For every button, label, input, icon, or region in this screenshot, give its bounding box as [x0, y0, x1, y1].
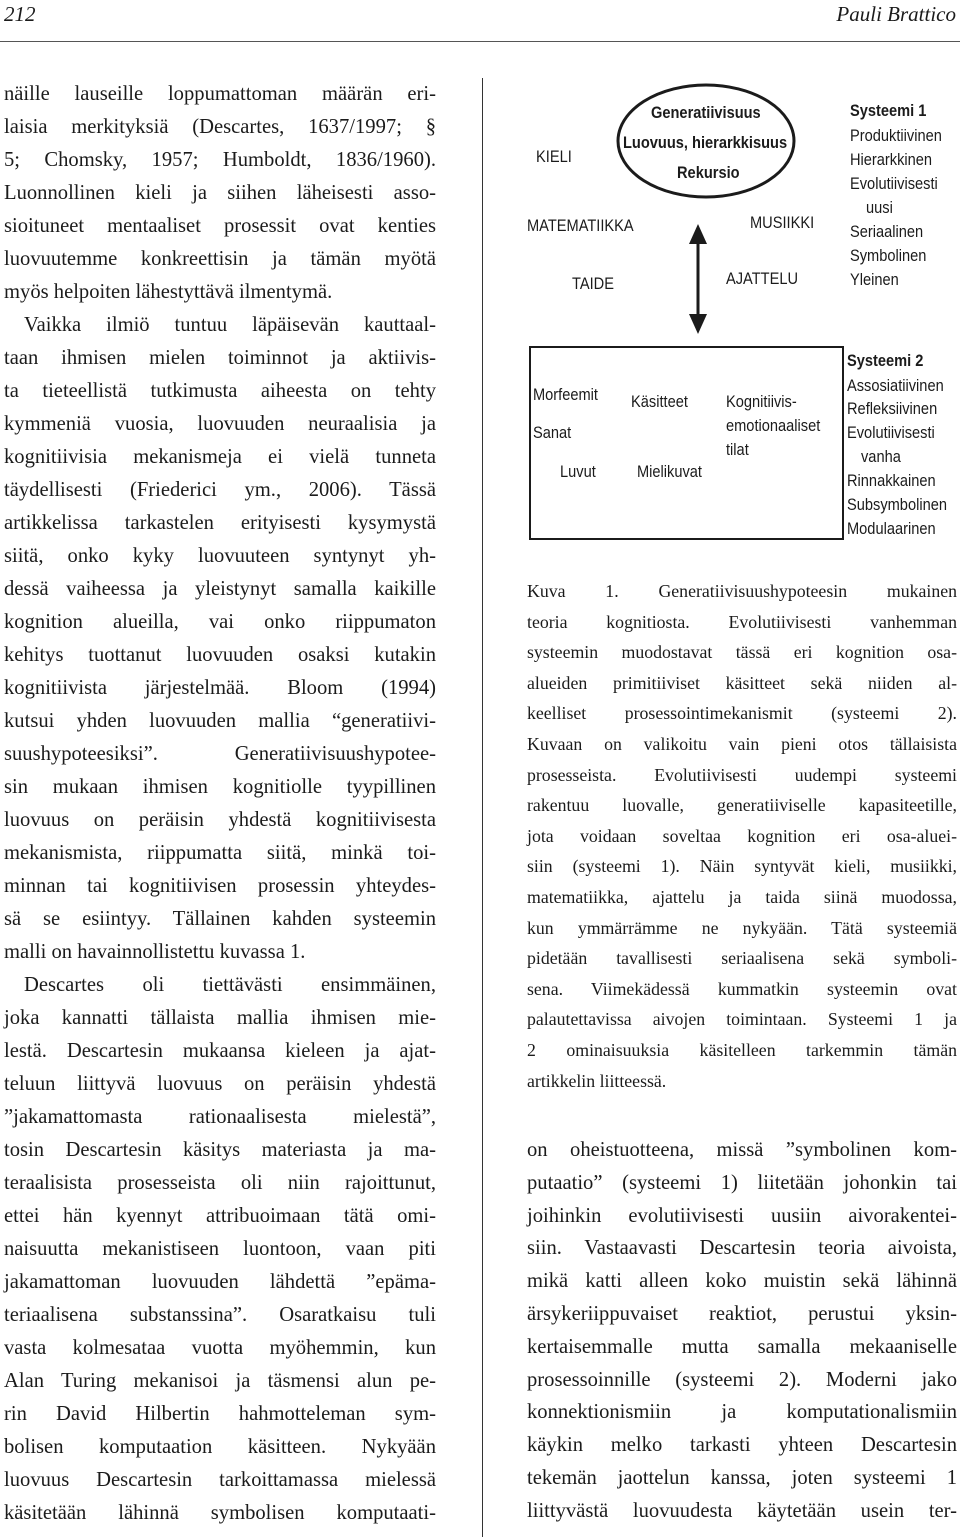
item-tilat: tilat — [726, 440, 749, 459]
text-line: käsitetään lähinnä symbolisen komputaati- — [4, 1502, 436, 1524]
text-line: kognitiivisia mekanismeja ei vielä tunneta — [4, 446, 436, 468]
text-line: ta tieteellistä tutkimusta aiheesta on tehty — [4, 380, 436, 402]
caption-line: keelliset prosessointimekanismit (systeemi 2). — [527, 703, 957, 724]
paragraph-3 — [4, 969, 436, 1530]
system-2-box — [529, 346, 844, 540]
paragraph-1 — [4, 78, 436, 309]
text-line: sin mukaan ihmisen kognitiolle tyypillinen — [4, 776, 436, 798]
text-line: mikä katti alleen koko muistin sekä lähinnä — [527, 1270, 957, 1293]
ellipse-line-3: Rekursio — [677, 163, 740, 182]
system-2-property: Assosiatiivinen — [847, 376, 944, 395]
figure-1 — [527, 78, 960, 548]
system-1-property: Symbolinen — [850, 246, 927, 265]
caption-line: alueiden primitiiviset käsitteet sekä niiden al- — [527, 672, 957, 693]
arrow-head-up — [689, 224, 707, 244]
caption-line: Kuvaan on valikoitu vain pieni otos tällaisista — [527, 733, 957, 754]
text-line: rin David Hilbertin hahmotteleman sym- — [4, 1403, 436, 1425]
domain-taide: TAIDE — [572, 274, 614, 293]
text-line: mekanismista, riippumatta siitä, minkä toi- — [4, 842, 436, 864]
system-1-property: Seriaalinen — [850, 222, 924, 241]
caption-line: Kuva 1. Generatiivisuushypoteesin mukainen — [527, 581, 957, 601]
item-sanat: Sanat — [533, 423, 572, 442]
text-line: artikkelissa tarkastelen erityisesti kysymystä — [4, 512, 436, 534]
text-line: myös helpoiten lähestyttävä ilmentymä. — [4, 281, 333, 303]
running-author: Pauli Brattico — [836, 2, 956, 26]
text-line: kutsui yhden luovuuden mallia “generatiivi- — [4, 710, 436, 732]
text-line: teluun liittyvä luovuus on peräisin yhdestä — [4, 1073, 436, 1095]
text-line: Alan Turing mekanisoi ja täsmensi alun pe- — [4, 1370, 436, 1392]
text-line: joihinkin evolutiivisesti uusiin aivorakentei- — [527, 1204, 957, 1227]
item-kasitteet: Käsitteet — [631, 392, 688, 411]
text-line: kognitiivista järjestelmää. Bloom (1994) — [4, 677, 436, 699]
text-line: kehitys tuottanut luovuuden osaksi kutakin — [4, 644, 436, 666]
item-emotionaaliset: emotionaaliset — [726, 416, 821, 435]
text-line: tosin Descartesin käsitys materiasta ja ma- — [4, 1139, 436, 1161]
caption-line: systeemin muodostavat tässä eri kognition osa- — [527, 642, 957, 663]
system-2-property: Modulaarinen — [847, 519, 936, 538]
system-1-property: uusi — [866, 198, 893, 217]
caption-line: 2 ominaisuuksia käsitelleen tarkemmin tämän — [527, 1039, 957, 1060]
text-line: putaatio” (systeemi 1) liitetään johonkin tai — [527, 1171, 957, 1194]
text-line: teraalisista prosesseista oli niin rajoittunut, — [4, 1172, 436, 1194]
text-line: prosessoinnille (systeemi 2). Moderni jako — [527, 1368, 957, 1391]
text-line: minnan tai kognitiivisen prosessin yhteydes- — [4, 875, 436, 897]
caption-line: teoria kognitiosta. Evolutiivisesti vanhemman — [527, 611, 957, 632]
text-line: sioituneet mentaaliset prosessit ovat kenties — [4, 215, 436, 237]
caption-line: matematiikka, ajattelu ja taida siinä muodossa, — [527, 886, 957, 907]
ellipse-line-2: Luovuus, hierarkkisuus — [623, 133, 788, 152]
text-line: siin. Vastaavasti Descartesin teoria aivoista, — [527, 1237, 957, 1260]
text-line: ärsykeriippuvaiset reaktiot, perustui yksin- — [527, 1302, 957, 1325]
text-line: konnektionismiin ja komputationalismiin — [527, 1401, 957, 1424]
text-line: Vaikka ilmiö tuntuu läpäisevän kauttaal- — [24, 314, 436, 336]
text-line: teriaalisena substanssina”. Osaratkaisu tuli — [4, 1304, 436, 1326]
text-line: lestä. Descartesin mukaansa kieleen ja ajat- — [4, 1040, 436, 1062]
system-1-property: Hierarkkinen — [850, 150, 933, 169]
domain-matematiikka: MATEMATIIKKA — [527, 216, 634, 235]
text-line: taan ihmisen mielen toiminnot ja aktiivis- — [4, 347, 436, 369]
system-1-title: Systeemi 1 — [850, 101, 927, 120]
text-line: laisia merkityksiä (Descartes, 1637/1997; § — [4, 116, 436, 138]
item-luvut: Luvut — [560, 462, 596, 481]
text-line: siitä, onko kyky luovuuteen syntynyt yh- — [4, 545, 436, 567]
caption-line: kun ymmärrämme ne nykyään. Tätä systeemiä — [527, 917, 957, 938]
text-line: sä se esiintyy. Tällainen kahden systeemin — [4, 908, 436, 930]
text-line: 5; Chomsky, 1957; Humboldt, 1836/1960). — [4, 149, 436, 171]
system-2-property: vanha — [861, 447, 901, 466]
page-number: 212 — [4, 2, 36, 26]
text-line: malli on havainnollistettu kuvassa 1. — [4, 941, 306, 963]
system-1-property: Evolutiivisesti — [850, 174, 938, 193]
text-line: luovuutemme konkreettisin ja tämän myötä — [4, 248, 436, 270]
caption-line: pidetään tavallisesti seriaalisena sekä symboli- — [527, 948, 957, 969]
text-line: täydellisesti (Friederici ym., 2006). Tässä — [4, 479, 436, 501]
left-column — [4, 78, 436, 1530]
ellipse-line-1: Generatiivisuus — [651, 103, 761, 122]
text-line: luovuus on peräisin yhdestä kognitiivisesta — [4, 809, 436, 831]
text-line: vasta kolmesataa vuotta myöhemmin, kun — [4, 1337, 436, 1359]
arrow-head-down — [689, 314, 707, 334]
text-line: bolisen komputaation käsitteen. Nykyään — [4, 1436, 436, 1458]
system-2-property: Rinnakkainen — [847, 471, 936, 490]
system-1-property: Yleinen — [850, 270, 899, 289]
caption-line: artikkelin liitteessä. — [527, 1070, 667, 1091]
running-header — [0, 0, 960, 34]
text-line: käykin melko tarkasti yhteen Descartesin — [527, 1434, 957, 1457]
text-line: on oheistuotteena, missä ”symbolinen kom- — [527, 1139, 957, 1161]
text-line: liittyvästä luovuudesta käytetään usein ter- — [527, 1499, 957, 1522]
right-column — [527, 1134, 957, 1528]
text-line: tekemän jaottelun kanssa, joten systeemi 1 — [527, 1466, 957, 1489]
text-line: dessä vaiheessa ja yleistynyt samalla kaikille — [4, 578, 436, 600]
item-mielikuvat: Mielikuvat — [637, 462, 703, 481]
item-kognitiivis: Kognitiivis- — [726, 392, 797, 411]
text-line: kymmeniä vuosia, luovuuden neuraalisia ja — [4, 413, 436, 435]
header-rule — [0, 41, 960, 42]
text-line: näille lauseille loppumattoman määrän eri- — [4, 83, 436, 105]
domain-kieli: KIELI — [536, 147, 572, 166]
paragraph-2 — [4, 309, 436, 969]
text-line: Luonnollinen kieli ja siihen läheisesti asso- — [4, 182, 436, 204]
text-line: ettei hän kyennyt attribuoimaan tätä omi- — [4, 1205, 436, 1227]
text-line: luovuus Descartesin tarkoittamassa mielessä — [4, 1469, 436, 1491]
system-1-property: Produktiivinen — [850, 126, 942, 145]
text-line: Descartes oli tiettävästi ensimmäinen, — [24, 974, 436, 996]
text-line: kognition alueilla, vai onko riippumaton — [4, 611, 436, 633]
caption-line: rakentuu luovalle, generatiiviselle kapasiteetille, — [527, 795, 957, 816]
text-line: joka kannatti tällaista mallia ihmisen mie- — [4, 1007, 436, 1029]
item-morfeemit: Morfeemit — [533, 385, 598, 404]
text-line: jakamattoman luovuuden lähdettä ”epäma- — [4, 1271, 436, 1293]
figure-caption — [527, 576, 957, 1096]
caption-line: siin (systeemi 1). Näin syntyvät kieli, musiikki, — [527, 856, 957, 877]
text-line: kertaisemmalle mutta samalla mekaaniselle — [527, 1335, 957, 1358]
domain-ajattelu: AJATTELU — [726, 269, 799, 288]
column-divider — [482, 78, 483, 1537]
domain-musiikki: MUSIIKKI — [750, 213, 815, 232]
caption-line: prosesseista. Evolutiivisesti uudempi systeemi — [527, 764, 957, 785]
caption-line: palautettavissa aivojen toimintaan. Systeemi 1 ja — [527, 1009, 957, 1030]
system-2-property: Subsymbolinen — [847, 495, 947, 514]
system-2-title: Systeemi 2 — [847, 351, 924, 370]
system-2-property: Refleksiivinen — [847, 399, 938, 418]
text-line: naisuutta mekanistiseen luontoon, vaan piti — [4, 1238, 436, 1260]
caption-line: sena. Viimekädessä kummatkin systeemin ovat — [527, 978, 957, 999]
system-2-property: Evolutiivisesti — [847, 423, 935, 442]
text-line: ”jakamattomasta rationaalisesta mielestä”, — [4, 1106, 436, 1128]
caption-line: jota voidaan soveltaa kognition eri osa-aluei- — [527, 825, 957, 846]
text-line: suushypoteesiksi”. Generatiivisuushypotee- — [4, 743, 436, 765]
